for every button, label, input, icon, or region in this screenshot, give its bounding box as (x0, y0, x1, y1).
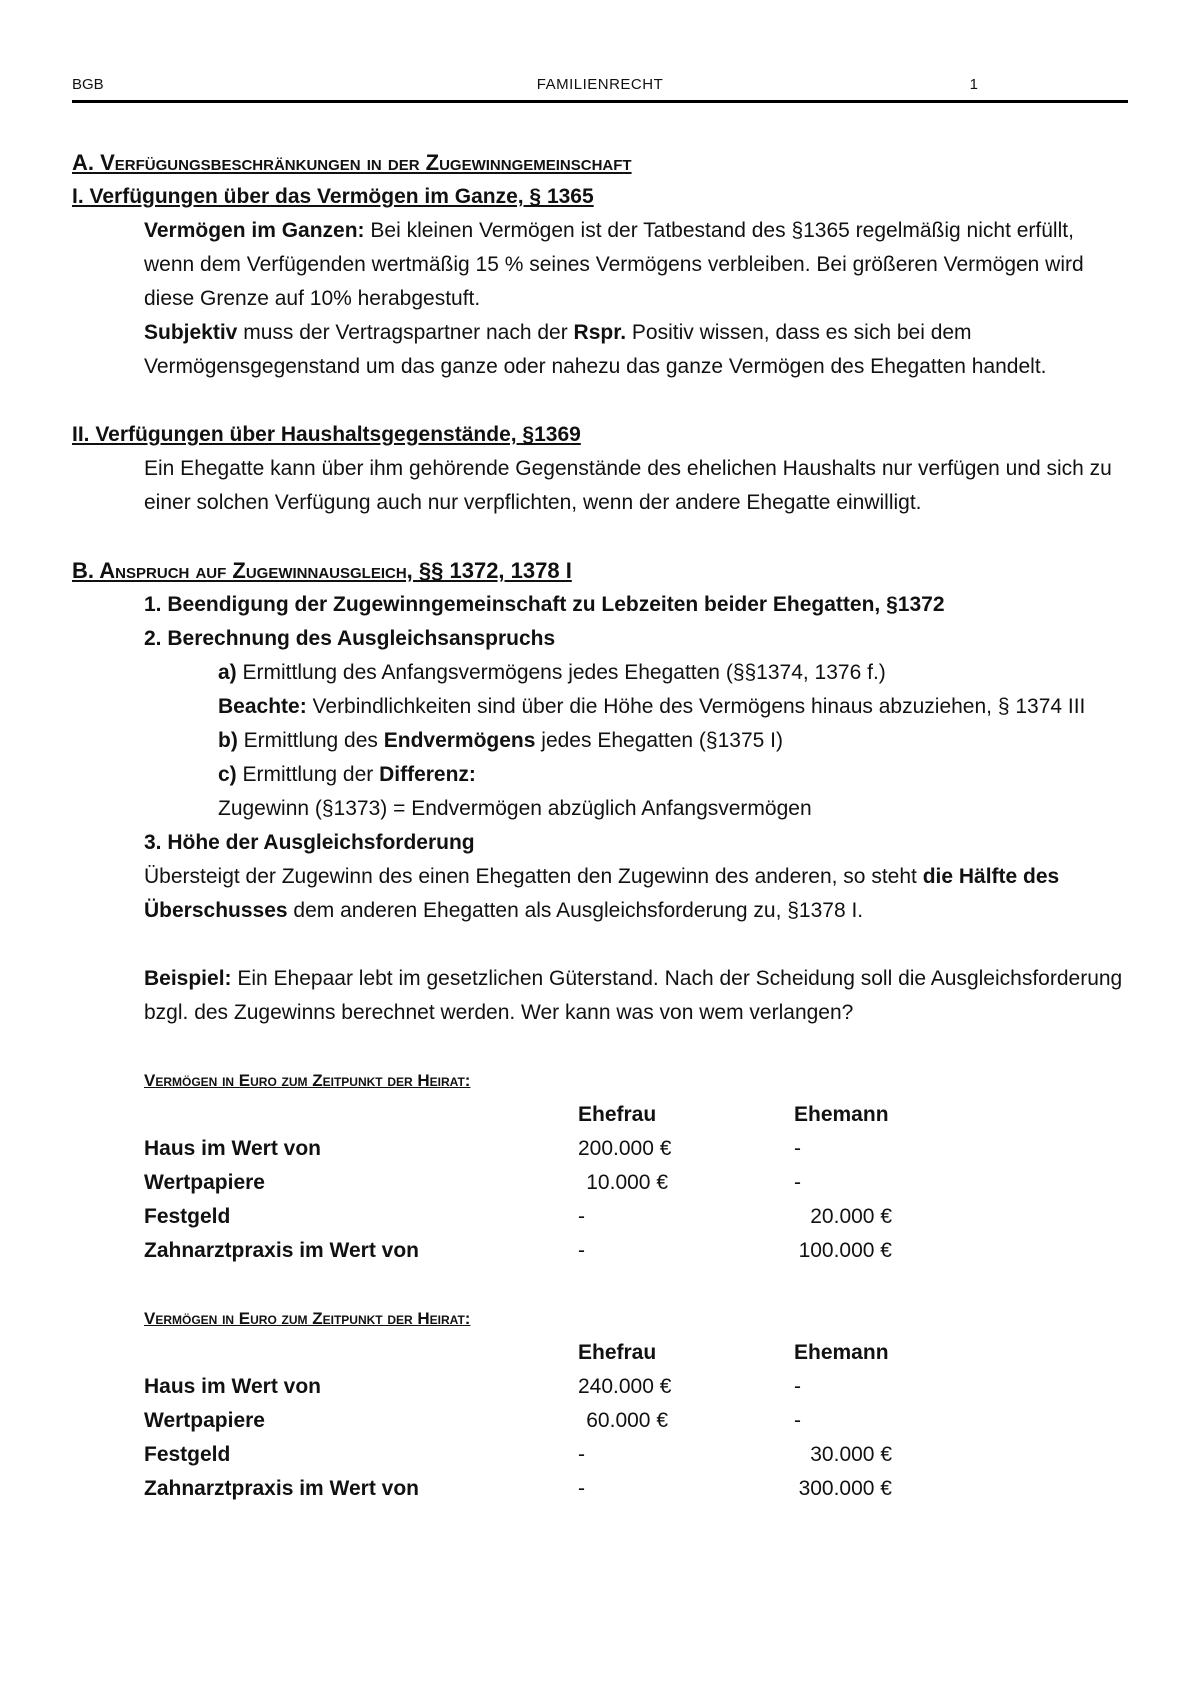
formula-zugewinn: Zugewinn (§1373) = Endvermögen abzüglich Anfangsvermögen (218, 797, 812, 820)
document-body (72, 146, 1128, 1506)
paragraph-beispiel: Beispiel: Ein Ehepaar lebt im gesetzlichen Güterstand. Nach der Scheidung soll die Ausgleichsforderung bzgl. des Zugewinns berechnet werden. Wer kann was von wem verlangen? (144, 967, 1123, 1024)
table-1-header (72, 1098, 1128, 1132)
cell-ehemann: 30.000 € (810, 1443, 892, 1466)
row-label: Haus im Wert von (144, 1137, 321, 1160)
section-b-title: B. Anspruch auf Zugewinnausgleich, §§ 1372, 1378 I (72, 558, 572, 583)
item-2: 2. Berechnung des Ausgleichsanspruchs (144, 627, 556, 650)
cell-ehemann: - (794, 1375, 801, 1398)
table-2-header (72, 1336, 1128, 1370)
table-row (72, 1404, 1128, 1438)
paragraph-vermoegen (72, 214, 1128, 316)
table-row (72, 1438, 1128, 1472)
item-2b: b) Ermittlung des Endvermögens jedes Ehegatten (§1375 I) (218, 729, 783, 752)
row-label: Zahnarztpraxis im Wert von (144, 1477, 420, 1500)
cell-ehefrau: 200.000 € (578, 1137, 672, 1160)
cell-ehemann: - (794, 1171, 801, 1194)
item-3: 3. Höhe der Ausgleichsforderung (144, 831, 475, 854)
item-2a: a) Ermittlung des Anfangsvermögens jedes Ehegatten (§§1374, 1376 f.) (218, 661, 886, 684)
cell-ehefrau: - (578, 1205, 585, 1228)
spacer (72, 928, 1128, 962)
table-row (72, 1472, 1128, 1506)
table-row (72, 1200, 1128, 1234)
text-subjektiv-1: muss der Vertragspartner nach der (237, 321, 574, 344)
table-row (72, 1234, 1128, 1268)
col-ehemann: Ehemann (794, 1341, 889, 1364)
header-center: FAMILIENRECHT (536, 76, 664, 93)
page-header (72, 74, 1128, 103)
page-number: 1 (969, 76, 978, 93)
col-ehemann: Ehemann (794, 1103, 889, 1126)
text-vermoegen: Bei kleinen Vermögen ist der Tatbestand des §1365 regelmäßig nicht erfüllt, wenn dem Verfügenden wertmäßig 15 % seines Vermögens verbleiben. Bei größeren Vermögen wird diese Grenze auf 10% herabgestuft. (144, 219, 1084, 310)
item-beachte: Beachte: Verbindlichkeiten sind über die Höhe des Vermögens hinaus abzuziehen, § 1374 III (218, 695, 1086, 718)
cell-ehefrau: 60.000 € (586, 1409, 668, 1432)
cell-ehemann: 300.000 € (798, 1477, 892, 1500)
row-label: Festgeld (144, 1443, 231, 1466)
term-rspr: Rspr. (573, 321, 627, 344)
paragraph-haushalt: Ein Ehegatte kann über ihm gehörende Gegenstände des ehelichen Haushalts nur verfügen und sich zu einer solchen Verfügung auch nur verpflichten, wenn der andere Ehegatte einwilligt. (144, 457, 1112, 514)
section-a2-title: II. Verfügungen über Haushaltsgegenstände, §1369 (72, 423, 581, 446)
item-1: 1. Beendigung der Zugewinngemeinschaft zu Lebzeiten beider Ehegatten, §1372 (144, 593, 945, 616)
cell-ehemann: 20.000 € (810, 1205, 892, 1228)
cell-ehemann: 100.000 € (798, 1239, 892, 1262)
row-label: Wertpapiere (144, 1171, 265, 1194)
cell-ehefrau: - (578, 1239, 585, 1262)
spacer (72, 384, 1128, 418)
paragraph-subjektiv (72, 316, 1128, 384)
section-a1-title: I. Verfügungen über das Vermögen im Ganze, § 1365 (72, 185, 594, 208)
row-label: Festgeld (144, 1205, 231, 1228)
cell-ehefrau: - (578, 1443, 585, 1466)
table-row (72, 1166, 1128, 1200)
term-subjektiv: Subjektiv (144, 321, 238, 344)
row-label: Zahnarztpraxis im Wert von (144, 1239, 420, 1262)
table-1-title: Vermögen in Euro zum Zeitpunkt der Heirat: (144, 1071, 471, 1090)
cell-ehefrau: - (578, 1477, 585, 1500)
table-2-title: Vermögen in Euro zum Zeitpunkt der Heirat: (144, 1309, 471, 1328)
spacer (72, 1030, 1128, 1064)
table-row (72, 1370, 1128, 1404)
paragraph-ausgleich: Übersteigt der Zugewinn des einen Ehegatten den Zugewinn des anderen, so steht die Hälfte des Überschusses dem anderen Ehegatten als Ausgleichsforderung zu, §1378 I. (144, 865, 1060, 922)
term-vermoegen: Vermögen im Ganzen: (144, 219, 365, 242)
row-label: Wertpapiere (144, 1409, 265, 1432)
header-left: BGB (72, 76, 104, 93)
text-subjektiv-2: Positiv wissen, dass es sich bei dem Vermögensgegenstand um das ganze oder nahezu das ganze Vermögen des Ehegatten handelt. (144, 321, 1047, 378)
cell-ehefrau: 240.000 € (578, 1375, 672, 1398)
row-label: Haus im Wert von (144, 1375, 321, 1398)
cell-ehemann: - (794, 1137, 801, 1160)
spacer (72, 1268, 1128, 1302)
col-ehefrau: Ehefrau (578, 1341, 657, 1364)
item-2c: c) Ermittlung der Differenz: (218, 763, 476, 786)
cell-ehemann: - (794, 1409, 801, 1432)
col-ehefrau: Ehefrau (578, 1103, 657, 1126)
section-a-title: A. Verfügungsbeschränkungen in der Zugewinngemeinschaft (72, 150, 632, 175)
table-row (72, 1132, 1128, 1166)
spacer (72, 520, 1128, 554)
cell-ehefrau: 10.000 € (586, 1171, 668, 1194)
